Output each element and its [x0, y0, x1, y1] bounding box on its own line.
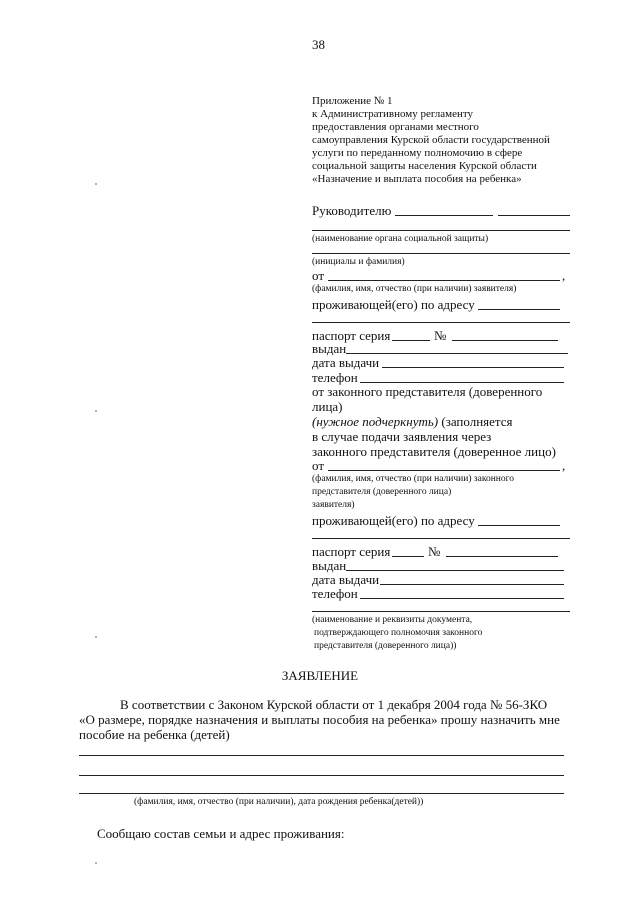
child-line	[79, 793, 564, 794]
org-field-line	[312, 230, 570, 231]
page-number: 38	[312, 37, 325, 52]
issued-label: выдан	[312, 558, 347, 573]
statement-text: «О размере, порядке назначения и выплаты пособия на ребенка» прошу назначить мне	[79, 712, 560, 727]
rep-text: в случае подачи заявления через	[312, 429, 492, 444]
hint-fio-rep: заявителя)	[312, 500, 355, 510]
rep-issue-date-line	[380, 584, 564, 585]
residing-label: проживающей(его) по адресу	[312, 297, 475, 312]
issue-date-line	[382, 367, 564, 368]
appendix-line: услуги по переданному полномочию в сфере	[312, 147, 523, 159]
from-label: от	[312, 458, 325, 473]
phone-line	[360, 382, 564, 383]
address-line	[478, 309, 560, 310]
rep-text: законного представителя (доверенное лицо)	[312, 444, 556, 459]
issue-date-label: дата выдачи	[312, 572, 380, 587]
head-label: Руководителю	[312, 203, 392, 218]
fill-note: (заполняется	[438, 414, 513, 429]
hint-org: (наименование органа социальной защиты)	[312, 234, 489, 244]
head-field-line	[498, 215, 570, 216]
comma: ,	[562, 268, 566, 283]
hint-doc: (наименование и реквизиты документа,	[312, 615, 473, 625]
child-line	[79, 755, 564, 756]
family-text: Сообщаю состав семьи и адрес проживания:	[97, 826, 345, 841]
hint-child: (фамилия, имя, отчество (при наличии), дата рождения ребенка(детей))	[134, 797, 424, 807]
initials-field-line	[312, 253, 570, 254]
rep-text: лица)	[312, 399, 343, 414]
hint-doc: представителя (доверенного лица))	[314, 641, 457, 651]
appendix-line: к Административному регламенту	[312, 108, 474, 120]
passport-no-line	[452, 340, 558, 341]
phone-label: телефон	[312, 586, 358, 601]
passport-no-label: №	[434, 328, 447, 343]
residing-label: проживающей(его) по адресу	[312, 513, 475, 528]
passport-no-label: №	[428, 544, 441, 559]
rep-phone-line	[360, 598, 564, 599]
appendix-line: предоставления органами местного	[312, 121, 479, 133]
hint-doc: подтверждающего полномочия законного	[314, 628, 483, 638]
head-field-line	[395, 215, 493, 216]
rep-text: от законного представителя (доверенного	[312, 384, 543, 399]
applicant-fio-line	[328, 280, 560, 281]
rep-issued-line	[346, 570, 564, 571]
address-line-2	[312, 322, 570, 323]
rep-passport-no-line	[446, 556, 558, 557]
issued-label: выдан	[312, 341, 347, 356]
rep-address-line	[478, 525, 560, 526]
appendix-line: социальной защиты населения Курской области	[312, 160, 537, 172]
child-line	[79, 775, 564, 776]
hint-initials: (инициалы и фамилия)	[312, 257, 405, 267]
scan-speck	[95, 862, 97, 864]
comma: ,	[562, 458, 566, 473]
doc-field-line	[312, 611, 570, 612]
appendix-line: «Назначение и выплата пособия на ребенка»	[312, 173, 522, 185]
phone-label: телефон	[312, 370, 358, 385]
hint-fio-rep: представителя (доверенного лица)	[312, 487, 452, 497]
issued-line	[346, 353, 568, 354]
passport-series-line	[392, 340, 430, 341]
hint-fio-applicant: (фамилия, имя, отчество (при наличии) заявителя)	[312, 284, 517, 294]
rep-address-line-2	[312, 538, 570, 539]
rep-fio-line	[328, 470, 560, 471]
passport-series-label: паспорт серия	[312, 544, 391, 559]
statement-text: В соответствии с Законом Курской области от 1 декабря 2004 года № 56-ЗКО	[120, 697, 548, 712]
hint-fio-rep: (фамилия, имя, отчество (при наличии) законного	[312, 474, 515, 484]
statement-text: пособие на ребенка (детей)	[79, 727, 230, 742]
issue-date-label: дата выдачи	[312, 355, 380, 370]
scan-speck	[95, 410, 97, 412]
from-label: от	[312, 268, 325, 283]
appendix-line: Приложение № 1	[312, 95, 393, 107]
scan-speck	[95, 183, 97, 185]
statement-title: ЗАЯВЛЕНИЕ	[281, 668, 359, 683]
underline-note: (нужное подчеркнуть)	[312, 414, 439, 429]
rep-text	[312, 414, 513, 429]
appendix-line: самоуправления Курской области государственной	[312, 134, 550, 146]
rep-passport-series-line	[392, 556, 424, 557]
scan-speck	[95, 636, 97, 638]
passport-series-label: паспорт серия	[312, 328, 391, 343]
